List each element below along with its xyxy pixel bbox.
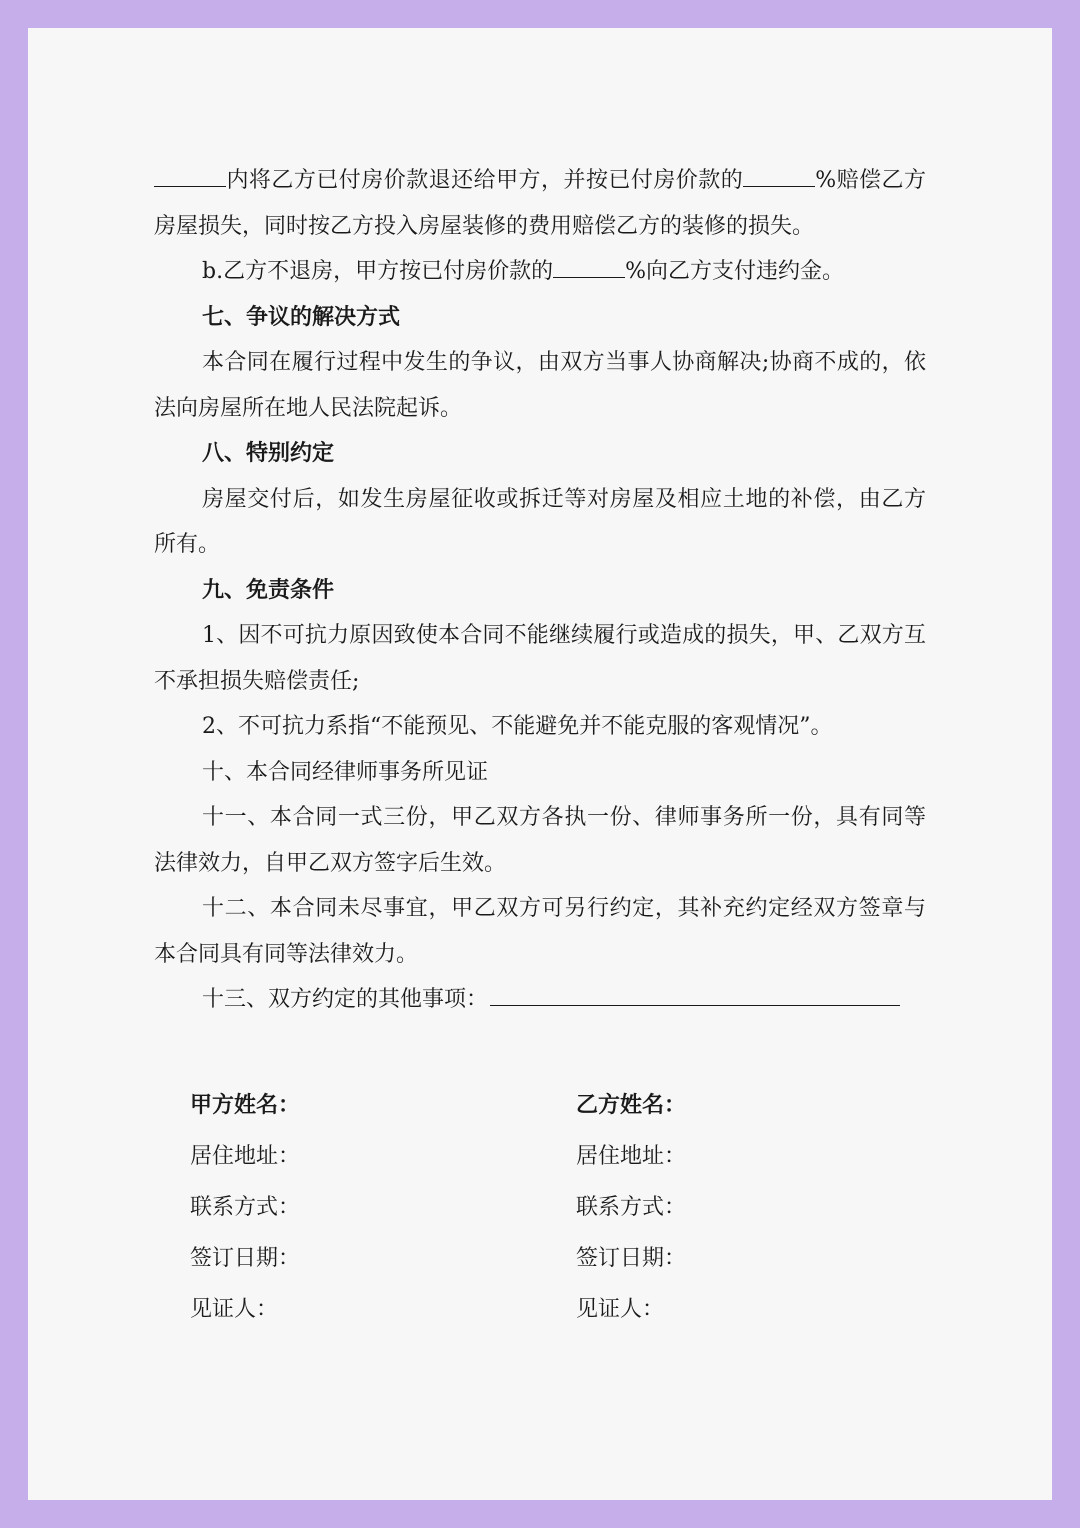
contract-page	[28, 28, 1052, 1500]
section-9-item-2: 2、不可抗力系指“不能预见、不能避免并不能克服的客观情况”。	[202, 714, 833, 739]
party-b-signature-block	[576, 1080, 686, 1335]
blank-line	[154, 164, 226, 187]
section-7-heading: 七、争议的解决方式	[202, 303, 401, 330]
party-b-contact-label: 联系方式：	[576, 1195, 687, 1220]
section-9-heading: 九、免责条件	[202, 576, 335, 603]
party-a-contact-label: 联系方式：	[190, 1195, 301, 1220]
party-b-date-label: 签订日期：	[576, 1246, 687, 1271]
section-9-item-1: 1、因不可抗力原因致使本合同不能继续履行或造成的损失，甲、乙双方互不承担损失赔偿责任;	[154, 623, 926, 694]
party-b-name-label: 乙方姓名：	[576, 1092, 687, 1118]
party-a-date-label: 签订日期：	[190, 1246, 301, 1271]
blank-line	[743, 164, 815, 187]
refund-clause: 内将乙方已付房价款退还给甲方，并按已付房价款的 %赔偿乙方房屋损失，同时按乙方投入房屋装修的费用赔偿乙方的装修的损失。	[154, 158, 926, 249]
party-b-address-label: 居住地址：	[576, 1144, 687, 1169]
penalty-clause: b.乙方不退房，甲方按已付房价款的 %向乙方支付违约金。	[154, 249, 926, 295]
party-a-address-label: 居住地址：	[190, 1144, 301, 1169]
party-b-witness-label: 见证人：	[576, 1297, 665, 1322]
contract-body	[154, 158, 926, 1023]
section-8-heading: 八、特别约定	[202, 440, 335, 466]
section-11-text: 十一、本合同一式三份，甲乙双方各执一份、律师事务所一份，具有同等法律效力，自甲乙双方签字后生效。	[154, 805, 926, 876]
section-8-text: 房屋交付后，如发生房屋征收或拆迁等对房屋及相应土地的补偿，由乙方所有。	[154, 486, 926, 557]
party-a-witness-label: 见证人：	[190, 1297, 279, 1322]
section-12-text: 十二、本合同未尽事宜，甲乙双方可另行约定，其补充约定经双方签章与本合同具有同等法律效力。	[154, 896, 926, 967]
blank-line	[553, 255, 625, 278]
party-a-signature-block	[190, 1080, 300, 1335]
party-a-name-label: 甲方姓名：	[190, 1092, 301, 1118]
section-13-text: 十三、双方约定的其他事项：	[154, 977, 926, 1023]
fill-in-line	[490, 983, 900, 1006]
section-7-text: 本合同在履行过程中发生的争议，由双方当事人协商解决;协商不成的，依法向房屋所在地人民法院起诉。	[154, 350, 926, 421]
section-10-text: 十、本合同经律师事务所见证	[202, 759, 489, 785]
